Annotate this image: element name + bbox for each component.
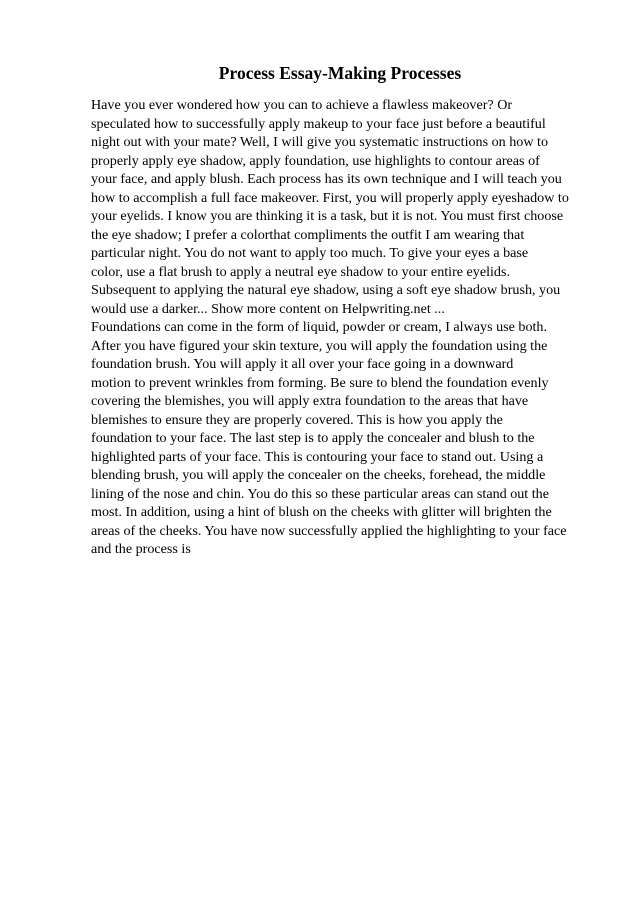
- essay-line: particular night. You do not want to apply too much. To give your eyes a base: [91, 245, 529, 261]
- essay-line: covering the blemishes, you will apply extra foundation to the areas that have: [91, 393, 529, 409]
- essay-line: night out with your mate? Well, I will give you systematic instructions on how to: [91, 134, 548, 150]
- essay-line: most. In addition, using a hint of blush on the cheeks with glitter will brighten the: [91, 504, 552, 520]
- essay-line: properly apply eye shadow, apply foundation, use highlights to contour areas of: [91, 152, 540, 169]
- essay-line: Have you ever wondered how you can to achieve a flawless makeover? Or: [91, 97, 513, 113]
- essay-line: the eye shadow; I prefer a colorthat compliments the outfit I am wearing that: [91, 226, 525, 243]
- essay-line: speculated how to successfully apply makeup to your face just before a beautiful: [91, 115, 546, 132]
- essay-line: Subsequent to applying the natural eye shadow, using a soft eye shadow brush, you: [91, 282, 561, 298]
- essay-line: foundation brush. You will apply it all over your face going in a downward: [91, 356, 514, 372]
- essay-line: Foundations can come in the form of liquid, powder or cream, I always use both.: [91, 319, 547, 335]
- essay-line: areas of the cheeks. You have now successfully applied the highlighting to your face: [91, 522, 567, 539]
- essay-line: your eyelids. I know you are thinking it is a task, but it is not. You must first choose: [91, 208, 564, 224]
- essay-line: and the process is: [91, 541, 191, 557]
- essay-line: motion to prevent wrinkles from forming. Be sure to blend the foundation evenly: [91, 374, 549, 391]
- essay-line: blending brush, you will apply the concealer on the cheeks, forehead, the middle: [91, 467, 546, 483]
- essay-line: foundation to your face. The last step is to apply the concealer and blush to the: [91, 430, 535, 446]
- document-title: Process Essay-Making Processes: [218, 63, 462, 83]
- essay-line: how to accomplish a full face makeover. First, you will properly apply eyeshadow to: [91, 189, 569, 206]
- essay-line: your face, and apply blush. Each process has its own technique and I will teach you: [91, 171, 562, 187]
- essay-line: After you have figured your skin texture, you will apply the foundation using the: [91, 337, 548, 354]
- essay-body: [91, 96, 611, 559]
- essay-line: color, use a flat brush to apply a neutral eye shadow to your entire eyelids.: [91, 263, 510, 280]
- essay-line: blemishes to ensure they are properly covered. This is how you apply the: [91, 411, 503, 428]
- essay-line: would use a darker... Show more content on Helpwriting.net ...: [91, 300, 445, 317]
- essay-line: highlighted parts of your face. This is contouring your face to stand out. Using a: [91, 448, 544, 465]
- essay-line: lining of the nose and chin. You do this so these particular areas can stand out the: [91, 485, 549, 502]
